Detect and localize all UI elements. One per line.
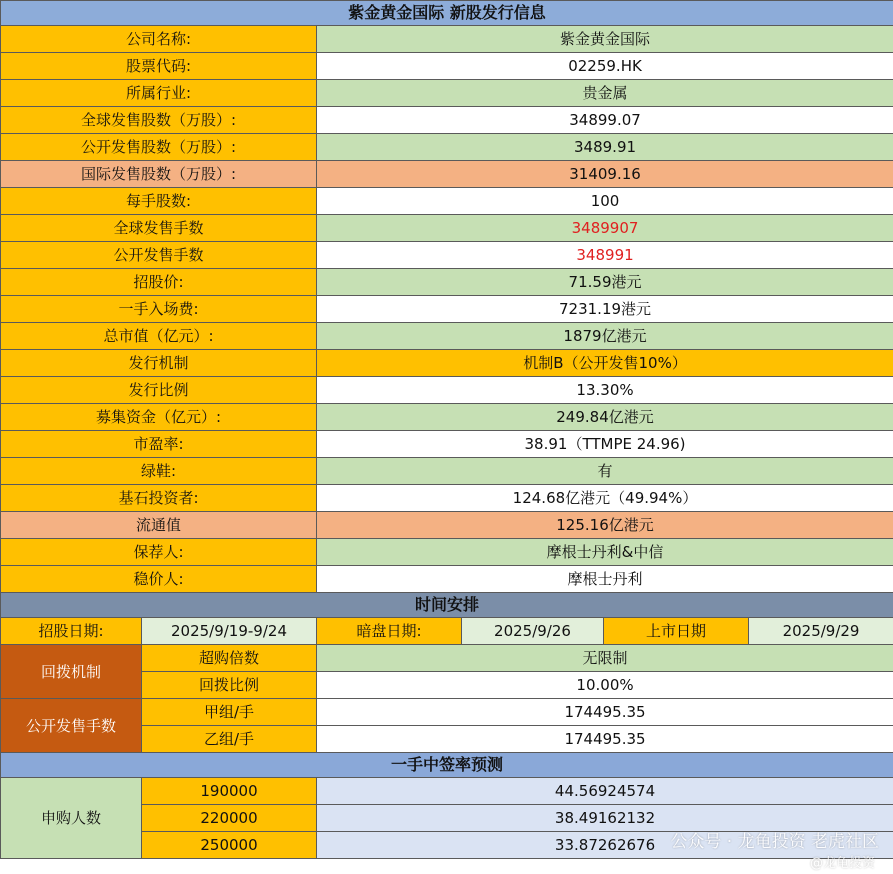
allotment-rate: 38.49162132	[317, 805, 893, 832]
info-value: 125.16亿港元	[317, 512, 893, 539]
info-value: 71.59港元	[317, 269, 893, 296]
info-value: 机制B（公开发售10%）	[317, 350, 893, 377]
info-label: 全球发售手数	[1, 215, 317, 242]
info-value: 13.30%	[317, 377, 893, 404]
clawback-row	[1, 645, 893, 672]
info-row	[1, 269, 893, 296]
info-value: 34899.07	[317, 107, 893, 134]
info-value: 249.84亿港元	[317, 404, 893, 431]
info-value: 02259.HK	[317, 53, 893, 80]
info-label: 国际发售股数（万股）:	[1, 161, 317, 188]
info-row	[1, 431, 893, 458]
info-label: 绿鞋:	[1, 458, 317, 485]
subscription-date-label: 招股日期:	[1, 618, 142, 645]
clawback-label: 回拨机制	[1, 645, 142, 699]
info-label: 每手股数:	[1, 188, 317, 215]
info-row	[1, 26, 893, 53]
allotment-rate: 33.87262676	[317, 832, 893, 859]
listing-date-value: 2025/9/29	[749, 618, 893, 645]
prediction-title: 一手中签率预测	[1, 753, 893, 778]
schedule-row	[1, 618, 893, 645]
info-row	[1, 161, 893, 188]
info-row	[1, 539, 893, 566]
info-row	[1, 215, 893, 242]
info-value: 摩根士丹利	[317, 566, 893, 593]
info-label: 招股价:	[1, 269, 317, 296]
page-title: 紫金黄金国际 新股发行信息	[1, 1, 893, 26]
info-row	[1, 350, 893, 377]
info-row	[1, 53, 893, 80]
info-row	[1, 485, 893, 512]
title-row	[1, 1, 893, 26]
info-row	[1, 134, 893, 161]
prediction-row	[1, 778, 893, 805]
info-value: 348991	[317, 242, 893, 269]
info-label: 基石投资者:	[1, 485, 317, 512]
clawback-sub-label: 超购倍数	[142, 645, 317, 672]
info-label: 发行机制	[1, 350, 317, 377]
info-row	[1, 512, 893, 539]
watermark-handle: @龙龟投资	[809, 856, 875, 871]
info-label: 稳价人:	[1, 566, 317, 593]
info-label: 公开发售手数	[1, 242, 317, 269]
info-label: 公司名称:	[1, 26, 317, 53]
info-label: 流通值	[1, 512, 317, 539]
info-value: 紫金黄金国际	[317, 26, 893, 53]
info-label: 发行比例	[1, 377, 317, 404]
applicant-count: 190000	[142, 778, 317, 805]
clawback-value: 无限制	[317, 645, 893, 672]
clawback-value: 10.00%	[317, 672, 893, 699]
info-value: 1879亿港元	[317, 323, 893, 350]
info-label: 全球发售股数（万股）:	[1, 107, 317, 134]
info-row	[1, 188, 893, 215]
subscription-date-value: 2025/9/19-9/24	[142, 618, 317, 645]
grey-market-date-value: 2025/9/26	[462, 618, 604, 645]
info-row	[1, 107, 893, 134]
info-label: 募集资金（亿元）:	[1, 404, 317, 431]
info-label: 公开发售股数（万股）:	[1, 134, 317, 161]
applicants-label: 申购人数	[1, 778, 142, 859]
info-row	[1, 80, 893, 107]
prediction-title-row	[1, 753, 893, 778]
clawback-sub-label: 回拨比例	[142, 672, 317, 699]
schedule-title: 时间安排	[1, 593, 893, 618]
info-label: 所属行业:	[1, 80, 317, 107]
info-value: 3489.91	[317, 134, 893, 161]
public-lots-value: 174495.35	[317, 699, 893, 726]
applicant-count: 250000	[142, 832, 317, 859]
public-lots-sub-label: 甲组/手	[142, 699, 317, 726]
info-value: 7231.19港元	[317, 296, 893, 323]
info-row	[1, 242, 893, 269]
watermark-text: 公众号 · 龙龟投资 老虎社区	[670, 832, 879, 852]
info-row	[1, 404, 893, 431]
info-label: 保荐人:	[1, 539, 317, 566]
info-row	[1, 377, 893, 404]
info-value: 3489907	[317, 215, 893, 242]
info-value: 100	[317, 188, 893, 215]
public-lots-value: 174495.35	[317, 726, 893, 753]
info-value: 31409.16	[317, 161, 893, 188]
info-value: 有	[317, 458, 893, 485]
info-row	[1, 323, 893, 350]
info-value: 124.68亿港元（49.94%）	[317, 485, 893, 512]
info-label: 一手入场费:	[1, 296, 317, 323]
info-row	[1, 296, 893, 323]
info-row	[1, 458, 893, 485]
listing-date-label: 上市日期	[604, 618, 749, 645]
info-label: 市盈率:	[1, 431, 317, 458]
schedule-title-row	[1, 593, 893, 618]
info-label: 总市值（亿元）:	[1, 323, 317, 350]
allotment-rate: 44.56924574	[317, 778, 893, 805]
grey-market-date-label: 暗盘日期:	[317, 618, 462, 645]
info-value: 贵金属	[317, 80, 893, 107]
info-row	[1, 566, 893, 593]
public-lots-label: 公开发售手数	[1, 699, 142, 753]
info-value: 摩根士丹利&中信	[317, 539, 893, 566]
info-label: 股票代码:	[1, 53, 317, 80]
public-lots-row	[1, 699, 893, 726]
info-value: 38.91（TTMPE 24.96)	[317, 431, 893, 458]
public-lots-sub-label: 乙组/手	[142, 726, 317, 753]
applicant-count: 220000	[142, 805, 317, 832]
